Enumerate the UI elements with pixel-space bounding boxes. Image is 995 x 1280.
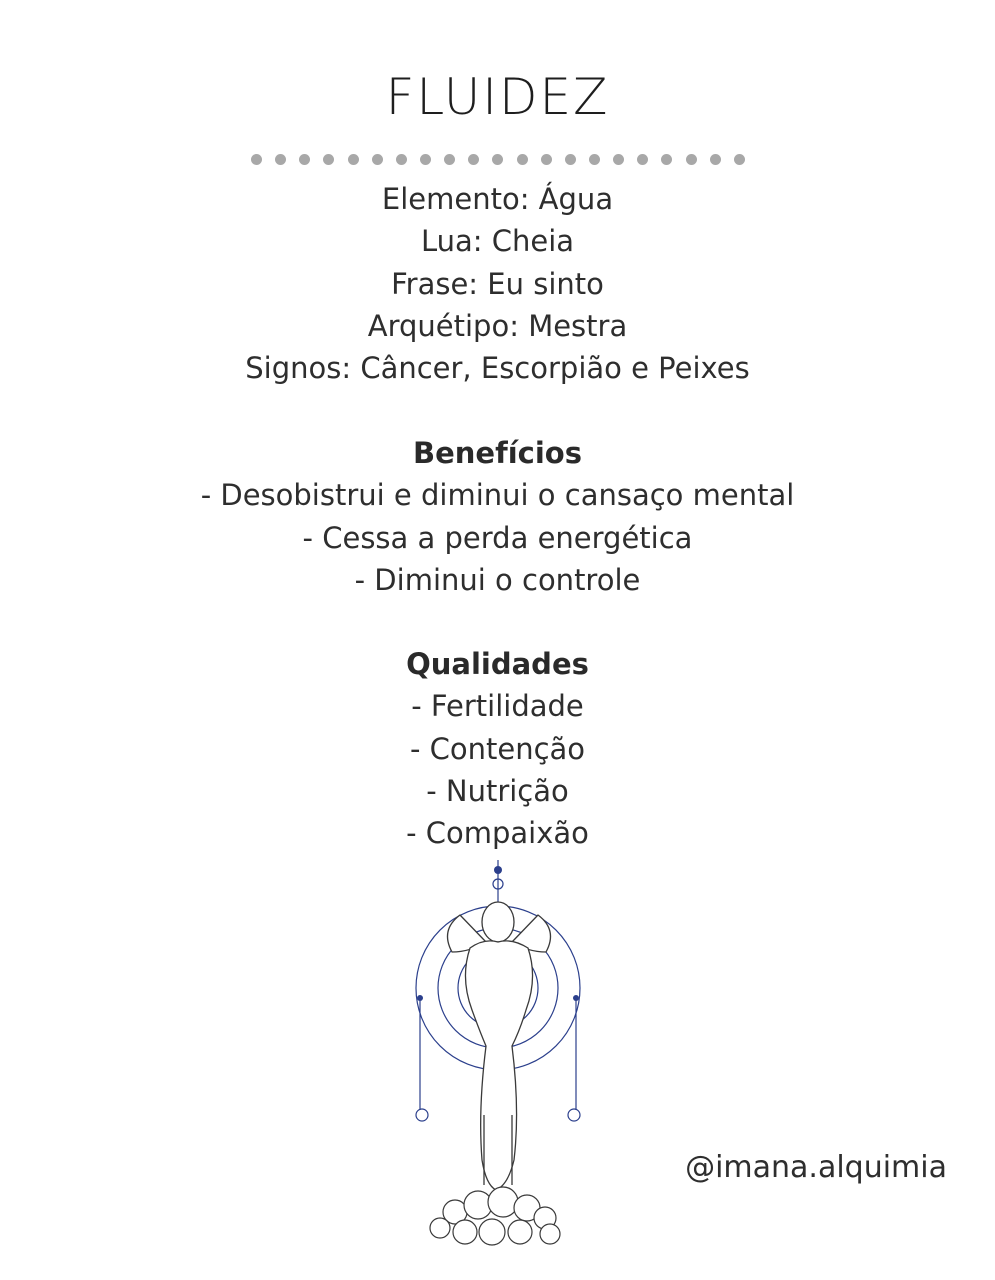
quality-item: - Compaixão	[406, 816, 589, 851]
dotted-divider	[251, 153, 745, 165]
moon-left-icon	[412, 1145, 434, 1156]
moon-right-icon	[563, 1145, 585, 1156]
info-moon: Lua: Cheia	[420, 224, 575, 259]
page-title: FLUIDEZ	[385, 68, 610, 126]
benefits-section	[0, 432, 995, 601]
info-phrase: Frase: Eu sinto	[391, 266, 604, 301]
qualities-heading: Qualidades	[406, 647, 589, 681]
info-signs: Signos: Câncer, Escorpião e Peixes	[245, 351, 750, 386]
quality-item: - Fertilidade	[411, 689, 584, 724]
goddess-illustration	[400, 860, 600, 1250]
qualities-section	[0, 643, 995, 854]
benefit-item: - Desobistrui e diminui o cansaço mental	[200, 478, 795, 513]
info-archetype: Arquétipo: Mestra	[367, 308, 628, 343]
social-handle: @imana.alquimia	[685, 1150, 947, 1185]
benefit-item: - Cessa a perda energética	[302, 520, 693, 555]
benefit-item: - Diminui o controle	[354, 562, 641, 597]
info-element: Elemento: Água	[381, 182, 614, 216]
quality-item: - Nutrição	[426, 773, 569, 808]
benefits-heading: Benefícios	[413, 436, 582, 470]
quality-item: - Contenção	[409, 731, 586, 766]
info-list	[0, 178, 995, 389]
